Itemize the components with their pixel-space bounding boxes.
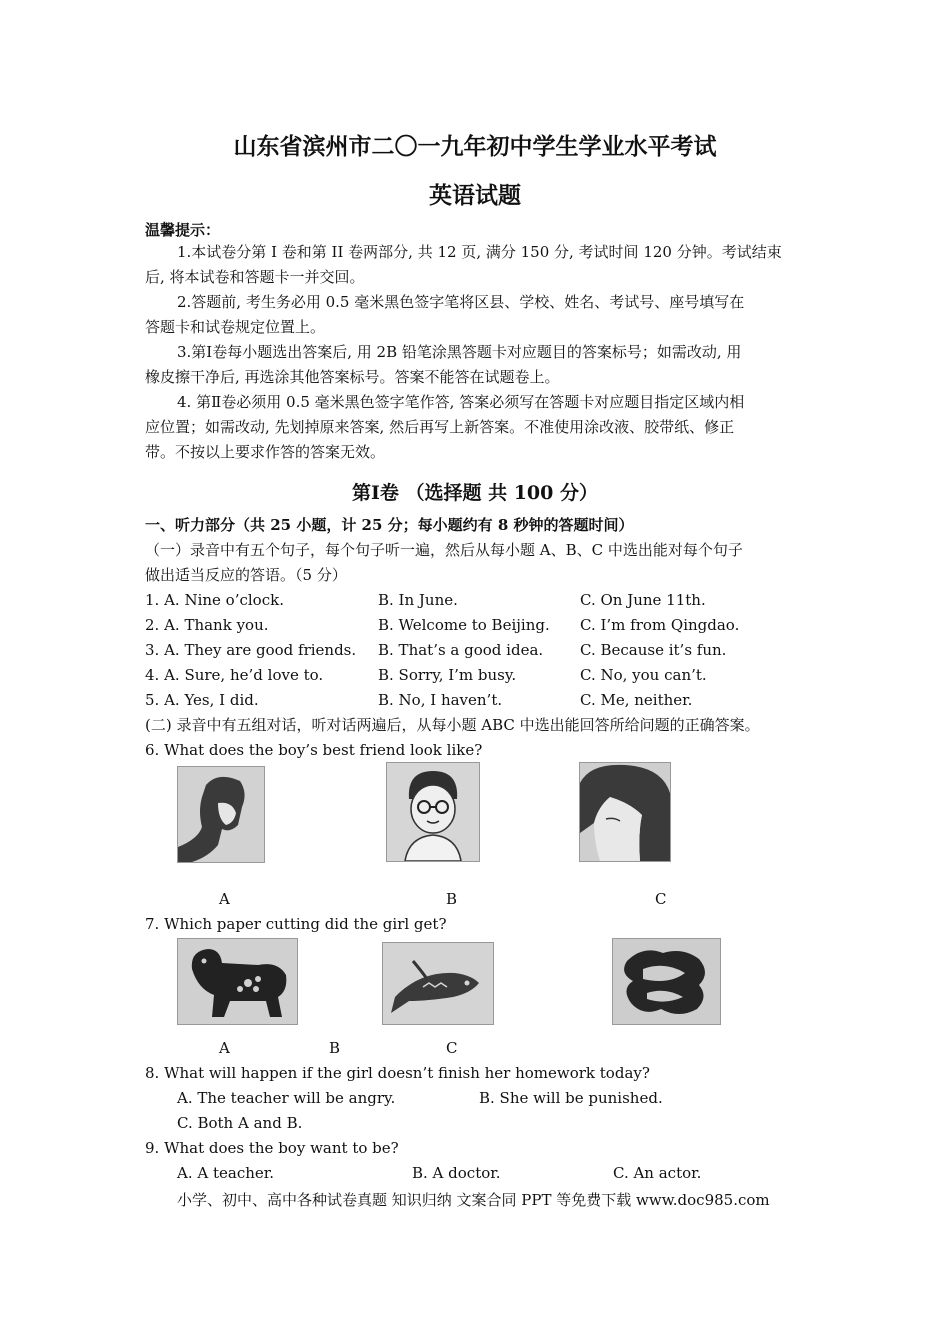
page-subtitle: 英语试题 — [429, 182, 521, 209]
page-title: 山东省滨州市二〇一九年初中学生学业水平考试 — [233, 133, 717, 160]
q5-option-a: 5. A. Yes, I did. — [145, 691, 259, 709]
q9-option-a: A. A teacher. — [177, 1164, 275, 1182]
q9-option-b: B. A doctor. — [412, 1164, 501, 1182]
q9-option-c: C. An actor. — [613, 1164, 702, 1182]
tip-4-line-2: 应位置；如需改动, 先划掉原来答案, 然后再写上新答案。不准使用涂改液、胶带纸、修正 — [145, 418, 735, 436]
q4-option-c: C. No, you can’t. — [580, 666, 707, 684]
man-profile-icon — [178, 767, 264, 862]
q6-picture-c — [579, 762, 671, 862]
tips-heading: 温馨提示： — [145, 221, 221, 239]
q7-label-b: B — [329, 1039, 341, 1057]
tip-3-line-2: 橡皮擦干净后, 再选涂其他答案标号。答案不能答在试题卷上。 — [145, 368, 560, 386]
tip-1-line-1: 1.本试卷分第 I 卷和第 II 卷两部分, 共 12 页, 满分 150 分, 考试时间 120 分钟。考试结束 — [177, 243, 782, 261]
q5-option-c: C. Me, neither. — [580, 691, 693, 709]
q3-option-c: C. Because it’s fun. — [580, 641, 727, 659]
q8-option-a: A. The teacher will be angry. — [177, 1089, 396, 1107]
q2-option-b: B. Welcome to Beijing. — [378, 616, 550, 634]
girl-long-hair-icon — [580, 763, 670, 861]
tip-4-line-1: 4. 第Ⅱ卷必须用 0.5 毫米黑色签字笔作答, 答案必须写在答题卡对应题目指定区域内相 — [177, 393, 745, 411]
q7-label-c: C — [446, 1039, 458, 1057]
sub1-line-2: 做出适当反应的答语。（5 分） — [145, 566, 347, 584]
tip-1-line-2: 后, 将本试卷和答题卡一并交回。 — [145, 268, 365, 286]
q9-text: 9. What does the boy want to be? — [145, 1139, 399, 1157]
q7-picture-a — [177, 938, 298, 1025]
dragon-paper-cutting-icon — [613, 939, 720, 1024]
q2-option-a: 2. A. Thank you. — [145, 616, 269, 634]
tip-2-line-2: 答题卡和试卷规定位置上。 — [145, 318, 326, 336]
q3-option-b: B. That’s a good idea. — [378, 641, 544, 659]
sub1-line-1: （一）录音中有五个句子，每个句子听一遍，然后从每小题 A、B、C 中选出能对每个句子 — [145, 541, 743, 559]
sub2-line: (二) 录音中有五组对话，听对话两遍后，从每小题 ABC 中选出能回答所给问题的正确答案。 — [145, 716, 760, 734]
q5-option-b: B. No, I haven’t. — [378, 691, 503, 709]
q2-option-c: C. I’m from Qingdao. — [580, 616, 740, 634]
q1-option-a: 1. A. Nine o’clock. — [145, 591, 284, 609]
q4-option-b: B. Sorry, I’m busy. — [378, 666, 517, 684]
q6-picture-a — [177, 766, 265, 863]
dog-paper-cutting-icon — [178, 939, 297, 1024]
q8-option-c: C. Both A and B. — [177, 1114, 303, 1132]
q7-text: 7. Which paper cutting did the girl get? — [145, 915, 447, 933]
q6-picture-b — [386, 762, 480, 862]
q6-label-b: B — [446, 890, 458, 908]
q4-option-a: 4. A. Sure, he’d love to. — [145, 666, 324, 684]
q6-text: 6. What does the boy’s best friend look like? — [145, 741, 483, 759]
footer-link[interactable]: 小学、初中、高中各种试卷真题 知识归纳 文案合同 PPT 等免费下载 www.doc985.com — [177, 1191, 770, 1209]
q6-label-a: A — [219, 890, 230, 908]
q7-picture-b — [382, 942, 494, 1025]
q7-label-a: A — [219, 1039, 230, 1057]
q3-option-a: 3. A. They are good friends. — [145, 641, 357, 659]
part1-heading: 一、听力部分（共 25 小题，计 25 分；每小题约有 8 秒钟的答题时间） — [145, 516, 634, 534]
q8-text: 8. What will happen if the girl doesn’t finish her homework today? — [145, 1064, 650, 1082]
fish-paper-cutting-icon — [383, 943, 493, 1024]
q7-picture-c — [612, 938, 721, 1025]
q1-option-b: B. In June. — [378, 591, 458, 609]
tip-4-line-3: 带。不按以上要求作答的答案无效。 — [145, 443, 386, 461]
q8-option-b: B. She will be punished. — [479, 1089, 663, 1107]
q6-label-c: C — [655, 890, 667, 908]
q1-option-c: C. On June 11th. — [580, 591, 706, 609]
tip-2-line-1: 2.答题前, 考生务必用 0.5 毫米黑色签字笔将区县、学校、姓名、考试号、座号填写在 — [177, 293, 745, 311]
tip-3-line-1: 3.第Ⅰ卷每小题选出答案后, 用 2B 铅笔涂黑答题卡对应题目的答案标号；如需改动, 用 — [177, 343, 742, 361]
section-title: 第Ⅰ卷 （选择题 共 100 分） — [351, 482, 598, 504]
boy-with-glasses-icon — [387, 763, 479, 861]
